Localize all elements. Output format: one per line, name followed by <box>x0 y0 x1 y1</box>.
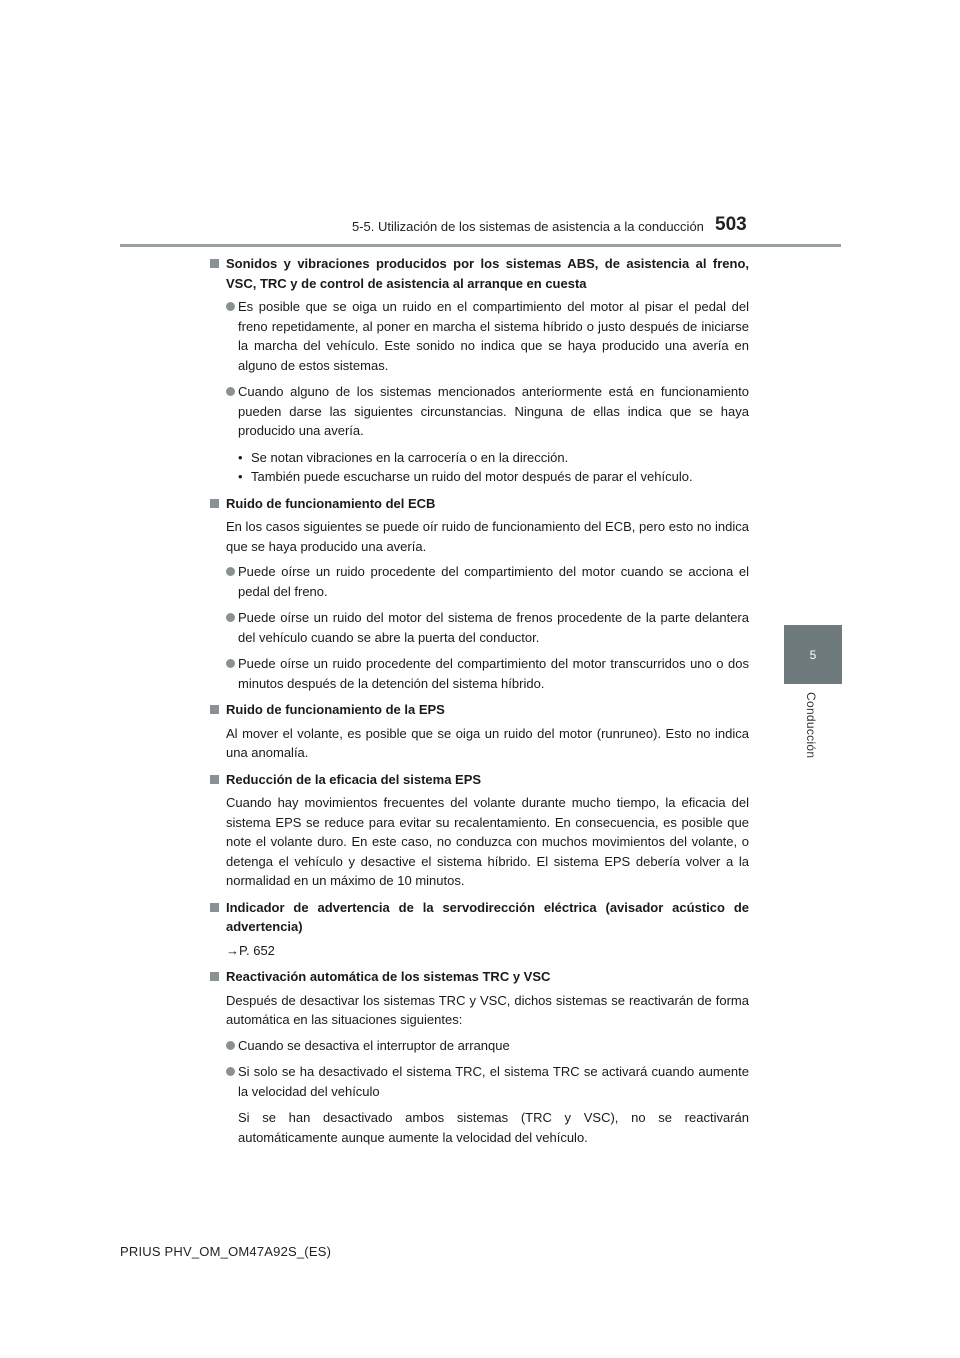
section-title: Ruido de funcionamiento del ECB <box>209 494 749 514</box>
chapter-tab[interactable] <box>784 625 842 684</box>
section-title: Indicador de advertencia de la servodirección eléctrica (avisador acústico de advertencia) <box>209 898 749 937</box>
circle-bullet-icon <box>226 387 235 396</box>
circle-bullet-icon <box>226 1067 235 1076</box>
paragraph: Después de desactivar los sistemas TRC y VSC, dichos sistemas se reactivarán de forma automática en las situaciones siguientes: <box>226 992 749 1027</box>
sub-list-item: • Se notan vibraciones en la carrocería o en la dirección. <box>238 448 749 468</box>
dot-mark-icon: • <box>238 469 243 484</box>
square-bullet-icon <box>210 705 219 714</box>
sub-list <box>209 448 749 487</box>
list-item: Puede oírse un ruido procedente del compartimiento del motor cuando se acciona el pedal del freno. <box>226 562 749 601</box>
square-bullet-icon <box>210 903 219 912</box>
paragraph: Al mover el volante, es posible que se oiga un ruido del motor (runruneo). Esto no indica una anomalía. <box>226 725 749 760</box>
note-paragraph: Si se han desactivado ambos sistemas (TRC y VSC), no se reactivarán automáticamente aunque aumente la velocidad del vehículo. <box>238 1110 749 1145</box>
section-title: Reactivación automática de los sistemas TRC y VSC <box>209 967 749 987</box>
section-ecb-noise <box>209 494 749 694</box>
section-trc-vsc-reactivation <box>209 967 749 1147</box>
section-eps-noise <box>209 700 749 763</box>
list-item: Cuando alguno de los sistemas mencionados anteriormente está en funcionamiento pueden darse las siguientes circunstancias. Ninguna de ellas indica que se haya producido una avería. <box>226 382 749 441</box>
chapter-number: 5 <box>809 647 817 662</box>
square-bullet-icon <box>210 972 219 981</box>
circle-bullet-icon <box>226 1041 235 1050</box>
document-code: PRIUS PHV_OM_OM47A92S_(ES) <box>120 1244 332 1259</box>
section-title: Ruido de funcionamiento de la EPS <box>209 700 749 720</box>
paragraph: Cuando hay movimientos frecuentes del volante durante mucho tiempo, la eficacia del sistema EPS se reduce para evitar su recalentamiento. En consecuencia, es posible que note el volante duro. En este caso, no conduzca con muchos movimientos del volante, o detenga el vehículo y desactive el sistema híbrido. El sistema EPS debería volver a la normalidad en un máximo de 10 minutos. <box>226 795 749 888</box>
section-title: Sonidos y vibraciones producidos por los sistemas ABS, de asistencia al freno, VSC, TRC y de control de asistencia al arranque en cuesta <box>209 254 749 293</box>
page-number: 503 <box>715 214 747 235</box>
square-bullet-icon <box>210 775 219 784</box>
square-bullet-icon <box>210 259 219 268</box>
list-item: Puede oírse un ruido procedente del compartimiento del motor transcurridos uno o dos minutos después de la detención del sistema híbrido. <box>226 654 749 693</box>
section-abs-sounds <box>209 254 749 487</box>
circle-bullet-icon <box>226 302 235 311</box>
paragraph: En los casos siguientes se puede oír ruido de funcionamiento del ECB, pero esto no indica que se haya producido una avería. <box>226 519 749 554</box>
section-eps-reduction <box>209 770 749 891</box>
list-item: Si solo se ha desactivado el sistema TRC, el sistema TRC se activará cuando aumente la velocidad del vehículo <box>226 1062 749 1101</box>
chapter-label: Conducción <box>804 692 818 759</box>
list-item: Cuando se desactiva el interruptor de arranque <box>226 1036 749 1056</box>
page-reference-link[interactable]: →P. 652 <box>226 942 275 958</box>
square-bullet-icon <box>210 499 219 508</box>
header-rule <box>120 244 841 247</box>
dot-mark-icon: • <box>238 449 243 465</box>
circle-bullet-icon <box>226 659 235 668</box>
list-item: Puede oírse un ruido del motor del sistema de frenos procedente de la parte delantera del vehículo cuando se abre la puerta del conductor. <box>226 608 749 647</box>
circle-bullet-icon <box>226 613 235 622</box>
section-title: Reducción de la eficacia del sistema EPS <box>209 770 749 790</box>
sub-list-item: • También puede escucharse un ruido del motor después de parar el vehículo. <box>238 467 749 487</box>
section-eps-warning <box>209 898 749 961</box>
running-header: 5-5. Utilización de los sistemas de asistencia a la conducción <box>352 219 704 234</box>
circle-bullet-icon <box>226 567 235 576</box>
page-content <box>209 254 749 1154</box>
list-item: Es posible que se oiga un ruido en el compartimiento del motor al pisar el pedal del freno repetidamente, al poner en marcha el sistema híbrido o justo después de iniciarse la marcha del vehículo. Este sonido no indica que se haya producido una avería en alguno de estos sistemas. <box>226 297 749 375</box>
